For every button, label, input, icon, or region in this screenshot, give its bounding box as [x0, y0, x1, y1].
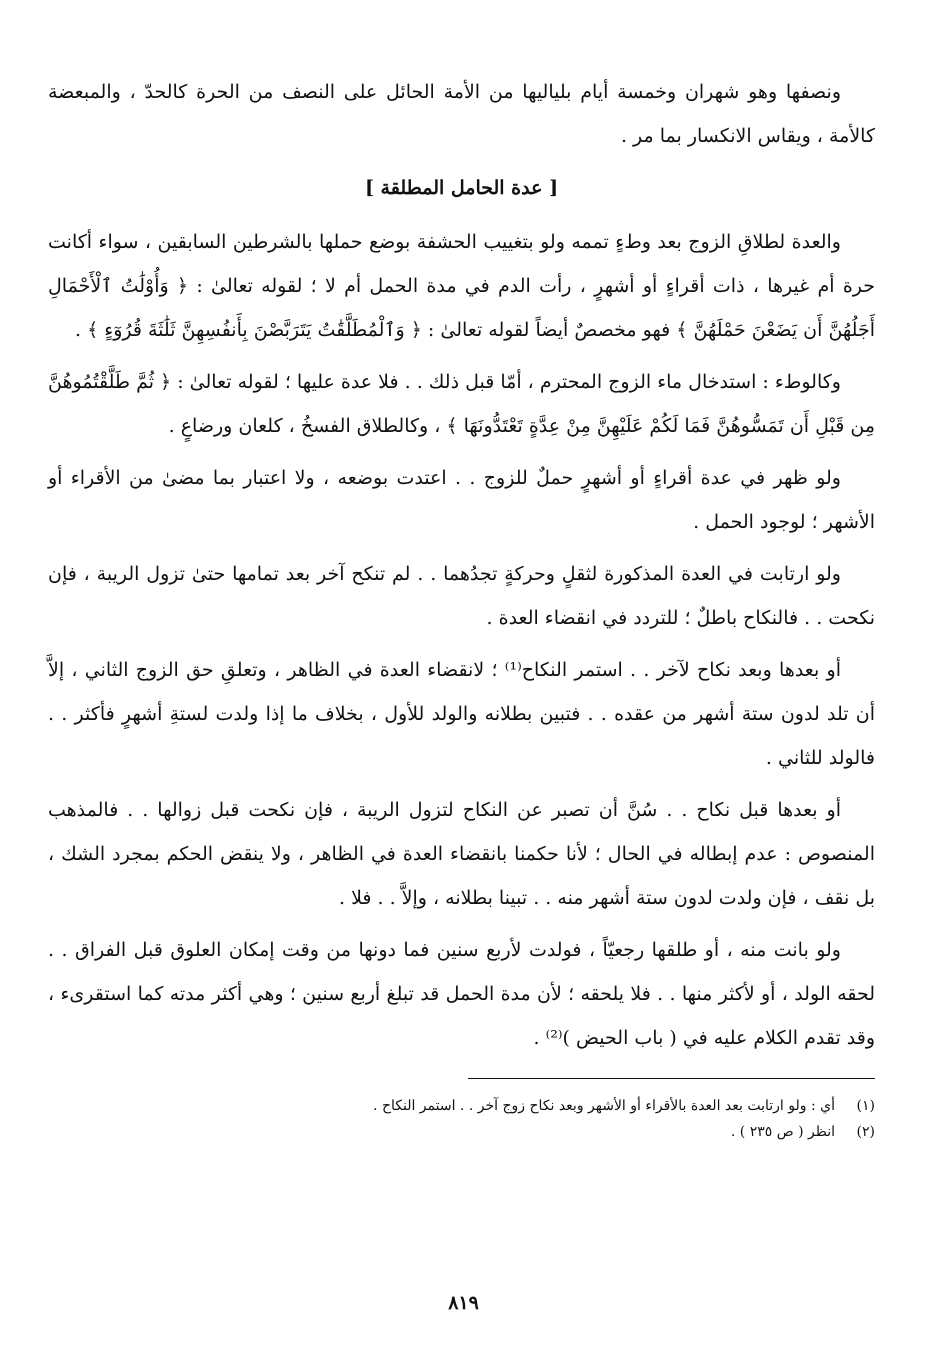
intro-paragraph: ونصفها وهو شهران وخمسة أيام بلياليها من الأمة الحائل على النصف من الحرة كالحدّ ، والمبعضة كالأمة ، ويقاس الانكسار بما مر . — [48, 81, 875, 147]
paragraph-pregnancy-during-iddah: ولو ظهر في عدة أقراءٍ أو أشهرٍ حملٌ للزوج . . اعتدت بوضعه ، ولا اعتبار بما مضىٰ من الأقراء أو الأشهر ؛ لوجود الحمل . — [48, 467, 875, 533]
paragraph-doubt-during-iddah: ولو ارتابت في العدة المذكورة لثقلٍ وحركةٍ تجدُهما . . لم تنكح آخر بعد تمامها حتىٰ تزول الريبة ، فإن نكحت . . فالنكاح باطلٌ ؛ للتردد في انقضاء العدة . — [48, 563, 875, 629]
page-number: ٨١٩ — [448, 1292, 479, 1314]
footnote-text: انظر ( ص ٢٣٥ ) . — [730, 1124, 835, 1140]
paragraph-intercourse: وكالوطء : استدخال ماء الزوج المحترم ، أمّا قبل ذلك . . فلا عدة عليها ؛ لقوله تعالىٰ : ﴿ ثُمَّ طَلَّقْتُمُوهُنَّ مِن قَبْلِ أَن تَمَسُّوهُنَّ فَمَا لَكُمْ عَلَيْهِنَّ مِنْ عِدَّةٍ تَعْتَدُّونَهَا ﴾ ، وكالطلاق الفسخُ ، كلعان ورضاعٍ . — [48, 371, 875, 437]
paragraph-max-pregnancy: ولو بانت منه ، أو طلقها رجعيّاً ، فولدت لأربع سنين فما دونها من وقت إمكان العلوق قبل الفراق . . لحقه الولد ، أو لأكثر منها . . فلا يلحقه ؛ لأن مدة الحمل قد تبلغ أربع سنين ؛ وهي أكثر مدته كما استقرىء ، وقد تقدم الكلام عليه في ( باب الحيض )⁽²⁾ . — [48, 939, 875, 1049]
footnote — [48, 1093, 875, 1119]
paragraph-pregnant-divorcee: والعدة لطلاقِ الزوج بعد وطءٍ تممه ولو بتغييب الحشفة بوضع حملها بالشرطين السابقين ، سواء أكانت حرة أم غيرها ، ذات أقراءٍ أو أشهرٍ ، رأت الدم في مدة الحمل أم لا ؛ لقوله تعالىٰ : ﴿ وَأُوْلَٰتُ ٱلْأَحْمَالِ أَجَلُهُنَّ أَن يَضَعْنَ حَمْلَهُنَّ ﴾ فهو مخصصٌ أيضاً لقوله تعالىٰ : ﴿ وَٱلْمُطَلَّقَٰتُ يَتَرَبَّصْنَ بِأَنفُسِهِنَّ ثَلَٰثَةَ قُرُوٓءٍ ﴾ . — [48, 231, 875, 341]
footnote-number: (١) — [856, 1098, 875, 1114]
footnote-divider — [468, 1078, 875, 1079]
footnote-text: أي : ولو ارتابت بعد العدة بالأقراء أو الأشهر وبعد نكاح زوج آخر . . استمر النكاح . — [373, 1098, 835, 1114]
footnote — [48, 1119, 875, 1145]
paragraph-doubt-before-remarriage: أو بعدها قبل نكاح . . سُنَّ أن تصبر عن النكاح لتزول الريبة ، فإن نكحت قبل زوالها . . فالمذهب المنصوص : عدم إبطاله في الحال ؛ لأنا حكمنا بانقضاء العدة في الظاهر ، ولا ينقض الحكم بمجرد الشك ، بل نقف ، فإن ولدت لدون ستة أشهر منه . . تبينا بطلانه ، وإلاَّ . . فلا . — [48, 799, 875, 909]
footnote-number: (٢) — [856, 1124, 875, 1140]
paragraph-doubt-after-remarriage: أو بعدها وبعد نكاح لآخر . . استمر النكاح⁽¹⁾ ؛ لانقضاء العدة في الظاهر ، وتعلقِ حق الزوج الثاني ، إلاَّ أن تلد لدون ستة أشهر من عقده . . فتبين بطلانه والولد للأول ، بخلاف ما إذا ولدت لستةِ أشهرٍ فأكثر . . فالولد للثاني . — [48, 659, 875, 769]
section-heading: [ عدة الحامل المطلقة ] — [364, 177, 559, 199]
